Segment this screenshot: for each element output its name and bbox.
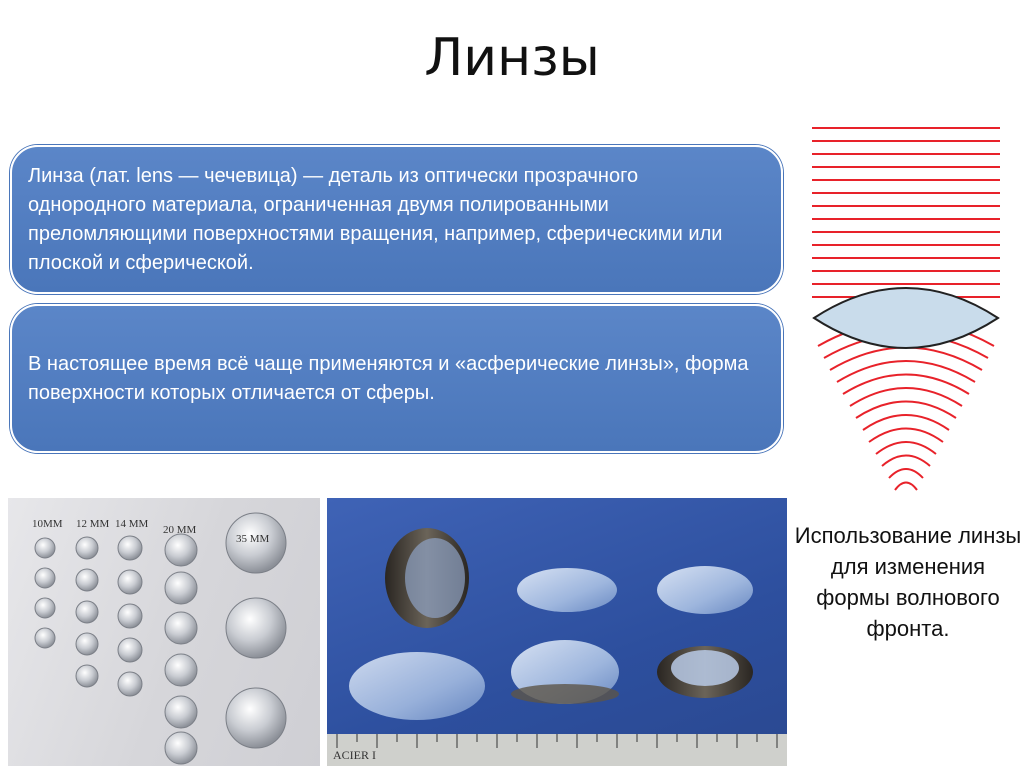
aspheric-text: В настоящее время всё чаще применяются и «асферические линзы», форма поверхности которых отличается от сферы.	[28, 353, 749, 404]
wavefront-lens-diagram	[806, 118, 1006, 498]
ruler-text: ACIER I	[333, 748, 376, 762]
diagram-caption: Использование линзы для изменения формы волнового фронта.	[794, 523, 1022, 641]
slide-title: Линзы	[424, 28, 600, 88]
size-label-35: 35 MM	[236, 533, 270, 545]
size-label-20: 20 MM	[163, 524, 197, 536]
definition-text: Линза (лат. lens — чечевица) — деталь из оптически прозрачного однородного материала, ограниченная двумя полированными преломляющими поверхностями вращения, например, сферическими или плоской и сферической.	[28, 165, 723, 274]
aspheric-box	[10, 304, 783, 453]
definition-box	[10, 145, 783, 294]
lenses-blue-photo	[327, 498, 787, 766]
lenses-sizes-photo	[8, 498, 320, 766]
size-label-14: 14 MM	[115, 518, 149, 530]
size-label-10: 10MM	[32, 518, 63, 530]
size-label-12: 12 MM	[76, 518, 110, 530]
